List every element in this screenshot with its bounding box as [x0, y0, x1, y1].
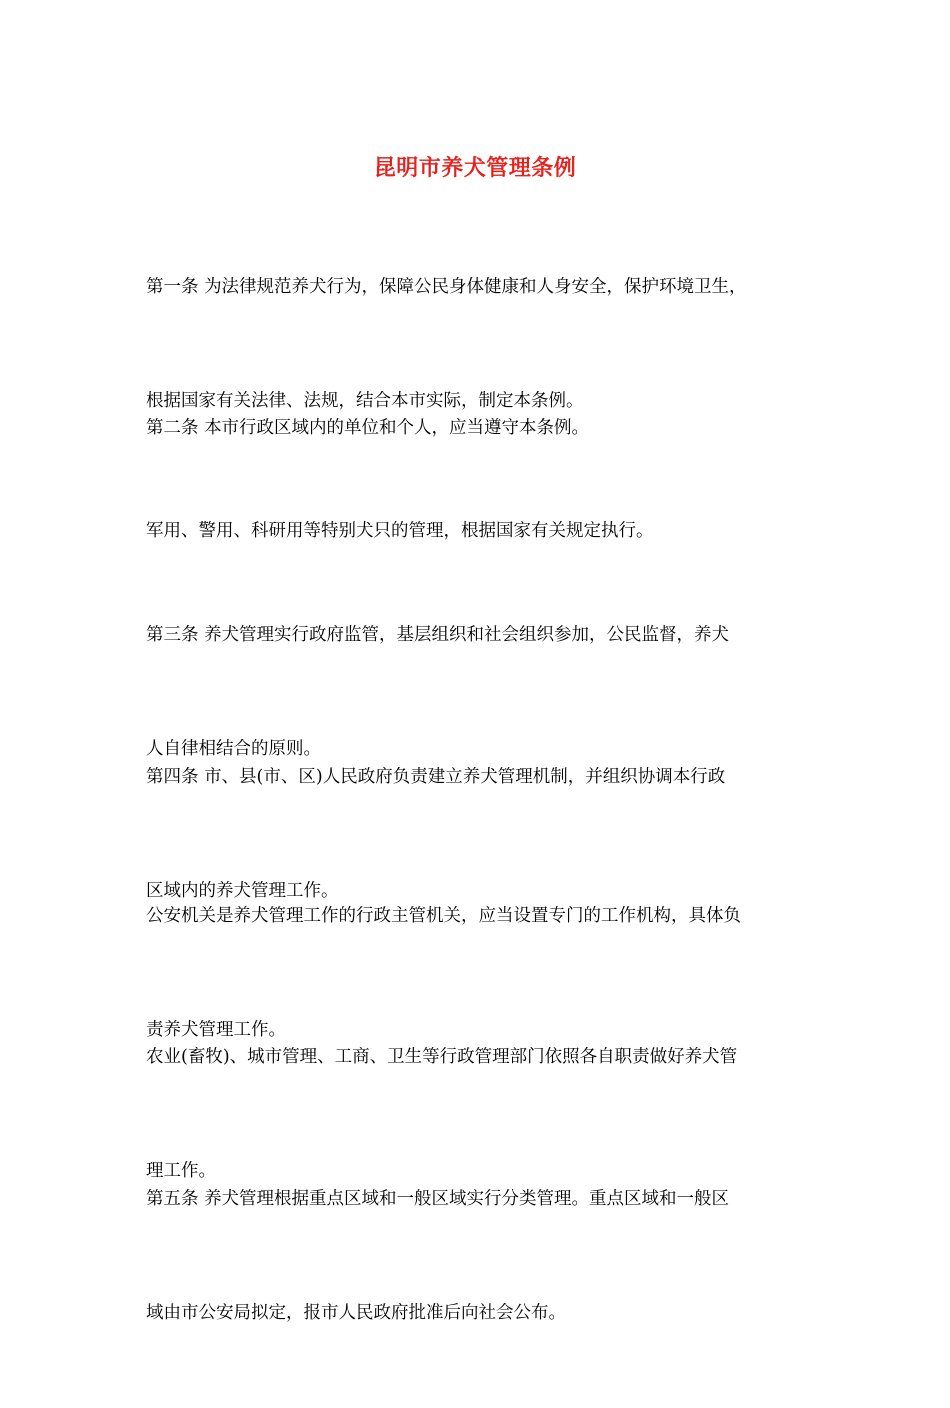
- document-title: 昆明市养犬管理条例: [373, 155, 577, 181]
- paragraph-line: 区域内的养犬管理工作。: [146, 881, 339, 901]
- paragraph-line: 军用、警用、科研用等特别犬只的管理，根据国家有关规定执行。: [146, 521, 654, 541]
- paragraph-line: 第二条 本市行政区域内的单位和个人，应当遵守本条例。: [146, 418, 590, 438]
- paragraph-line: 第五条 养犬管理根据重点区域和一般区域实行分类管理。重点区域和一般区: [146, 1189, 730, 1209]
- paragraph-line: 第四条 市、县(市、区)人民政府负责建立养犬管理机制，并组织协调本行政: [146, 767, 726, 787]
- paragraph-line: 根据国家有关法律、法规，结合本市实际，制定本条例。: [146, 391, 584, 411]
- paragraph-line: 农业(畜牧)、城市管理、工商、卫生等行政管理部门依照各自职责做好养犬管: [146, 1047, 738, 1067]
- paragraph-line: 理工作。: [146, 1161, 216, 1181]
- paragraph-line: 公安机关是养犬管理工作的行政主管机关，应当设置专门的工作机构，具体负: [146, 906, 741, 926]
- paragraph-line: 责养犬管理工作。: [146, 1020, 286, 1040]
- paragraph-article-5: [146, 1104, 814, 1408]
- paragraph-line: 第一条 为法律规范养犬行为，保障公民身体健康和人身安全，保护环境卫生，: [146, 277, 747, 297]
- paragraph-line: 第三条 养犬管理实行政府监管，基层组织和社会组织参加，公民监督，养犬: [146, 625, 730, 645]
- paragraph-line: 域由市公安局拟定，报市人民政府批准后向社会公布。: [146, 1303, 566, 1323]
- paragraph-line: 人自律相结合的原则。: [146, 739, 321, 759]
